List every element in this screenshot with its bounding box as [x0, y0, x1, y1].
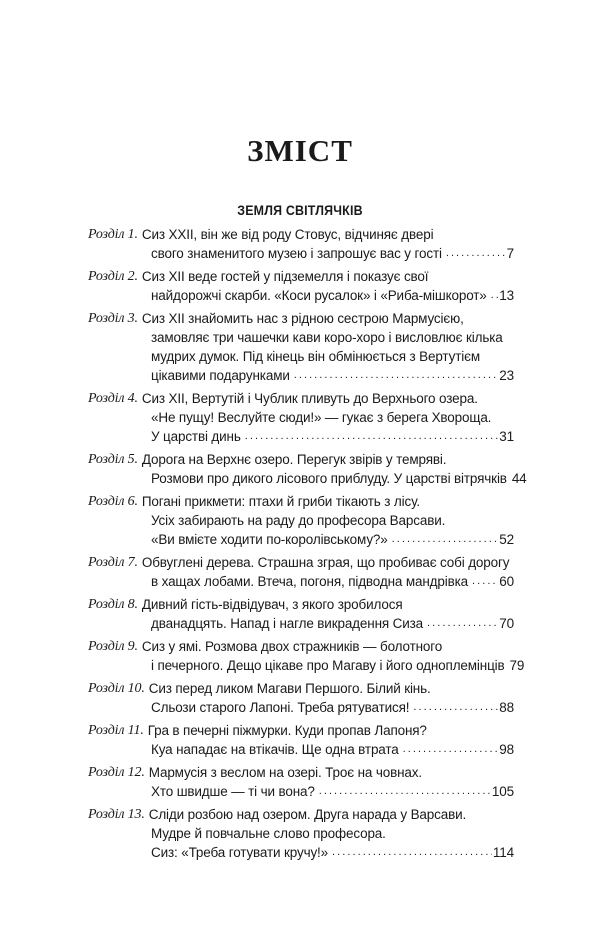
chapter-title-text: Гра в печерні піжмурки. Куди пропав Лапоня? [147, 723, 427, 738]
toc-entry-line [88, 328, 514, 347]
chapter-label: Розділ 1. [88, 227, 138, 242]
chapter-title-text: дванадцять. Напад і нагле викрадення Сиза [151, 616, 424, 631]
chapter-title-text: Сиз XII, Вертутій і Чублик пливуть до Верхнього озера. [141, 391, 478, 406]
dot-leader [446, 244, 506, 263]
dot-leader [245, 427, 499, 446]
chapter-title-text: У царстві динь [151, 429, 241, 444]
chapter-title-text: мудрих думок. Під кінець він обмінюється з Вертутієм [151, 349, 480, 364]
chapter-label: Розділ 13. [88, 807, 145, 822]
toc-entry-line [88, 721, 514, 740]
page-number: 7 [506, 246, 514, 261]
toc-entry [88, 492, 514, 549]
toc-entry-line [88, 511, 514, 530]
page-number: 70 [499, 616, 514, 631]
chapter-title-text: Розмови про дикого лісового приблуду. У царстві вітрячків [151, 471, 507, 486]
toc-entry-line [88, 824, 514, 843]
toc-entry [88, 595, 514, 633]
toc-entry [88, 553, 514, 591]
chapter-title-text: Сиз XII веде гостей у підземелля і показує свої [141, 269, 429, 284]
toc-entry [88, 763, 514, 801]
page-number: 114 [492, 845, 514, 860]
page-number: 88 [499, 700, 514, 715]
toc-entry-line [88, 763, 514, 782]
toc-entry [88, 309, 514, 385]
table-of-contents [88, 225, 527, 866]
chapter-label: Розділ 9. [88, 639, 138, 654]
chapter-title-text: Обвуглені дерева. Страшна зграя, що пробиває собі дорогу [141, 555, 510, 570]
dot-leader [413, 698, 498, 717]
chapter-title-text: Сиз XII знайомить нас з рідною сестрою Мармусією, [141, 311, 464, 326]
chapter-label: Розділ 4. [88, 391, 138, 406]
chapter-title-text: Сиз перед ликом Магави Першого. Білий кінь. [148, 681, 431, 696]
chapter-title-text: Хто швидше — ті чи вона? [151, 784, 315, 799]
chapter-title-text: Сиз: «Треба готувати кручу!» [151, 845, 329, 860]
toc-entry-line [88, 843, 514, 862]
toc-entry-line [88, 366, 514, 385]
toc-entry-line [88, 572, 514, 591]
page-number: 23 [499, 368, 514, 383]
toc-entry [88, 267, 514, 305]
toc-entry-line [88, 267, 514, 286]
toc-entry-line [88, 408, 514, 427]
toc-entry-line [88, 469, 527, 488]
section-heading: ЗЕМЛЯ СВІТЛЯЧКІВ [237, 203, 363, 218]
toc-entry-line [88, 225, 514, 244]
dot-leader [491, 286, 499, 305]
toc-entry-line [88, 614, 514, 633]
toc-entry [88, 637, 525, 675]
toc-entry-line [88, 389, 514, 408]
chapter-title-text: в хащах лобами. Втеча, погоня, підводна мандрівка [151, 574, 469, 589]
toc-entry-line [88, 698, 514, 717]
toc-entry-line [88, 637, 514, 656]
toc-entry-line [88, 492, 514, 511]
toc-entry-line [88, 347, 514, 366]
chapter-title-text: Куа нападає на втікачів. Ще одна втрата [151, 742, 399, 757]
dot-leader [332, 843, 492, 862]
dot-leader [472, 572, 498, 591]
page-title: ЗМІСТ [247, 133, 353, 168]
toc-entry [88, 450, 527, 488]
toc-entry-line [88, 309, 514, 328]
toc-entry-line [88, 679, 514, 698]
page-number: 105 [491, 784, 514, 799]
chapter-title-text: Сиз XXII, він же від роду Стовус, відчиняє двері [141, 227, 434, 242]
dot-leader [392, 530, 499, 549]
page-number: 79 [509, 658, 525, 673]
chapter-label: Розділ 7. [88, 555, 138, 570]
chapter-label: Розділ 2. [88, 269, 138, 284]
page-number: 52 [499, 532, 514, 547]
chapter-title-text: Сльози старого Лапоні. Треба рятуватися! [151, 700, 410, 715]
chapter-title-text: цікавими подарунками [151, 368, 290, 383]
chapter-title-text: «Не пущу! Веслуйте сюди!» — гукає з берега Хвороща. [151, 410, 492, 425]
page-number: 44 [511, 471, 527, 486]
dot-leader [319, 782, 491, 801]
chapter-title-text: свого знаменитого музею і запрошує вас у гості [151, 246, 442, 261]
chapter-label: Розділ 10. [88, 681, 145, 696]
toc-entry-line [88, 782, 514, 801]
page-number: 98 [499, 742, 514, 757]
chapter-title-text: Дорога на Верхнє озеро. Перегук звірів у темряві. [141, 452, 447, 467]
dot-leader [403, 740, 499, 759]
chapter-label: Розділ 11. [88, 723, 144, 738]
toc-entry-line [88, 740, 514, 759]
dot-leader [427, 614, 498, 633]
chapter-title-text: Сліди розбою над озером. Друга нарада у Варсави. [148, 807, 467, 822]
toc-entry-line [88, 286, 514, 305]
chapter-title-text: «Ви вмієте ходити по-королівському?» [151, 532, 388, 547]
chapter-label: Розділ 6. [88, 494, 138, 509]
chapter-title-text: Дивний гість-відвідувач, з якого зробилося [141, 597, 403, 612]
page-number: 60 [499, 574, 514, 589]
toc-entry-line [88, 450, 514, 469]
chapter-label: Розділ 5. [88, 452, 138, 467]
toc-entry [88, 225, 514, 263]
toc-entry-line [88, 244, 514, 263]
toc-entry [88, 679, 514, 717]
toc-entry-line [88, 530, 514, 549]
toc-entry-line [88, 427, 514, 446]
toc-entry-line [88, 805, 514, 824]
chapter-title-text: замовляє три чашечки кави коро-хоро і висловлює кілька [151, 330, 503, 345]
toc-entry [88, 721, 514, 759]
page-number: 31 [499, 429, 514, 444]
dot-leader [294, 366, 499, 385]
chapter-title-text: Погані прикмети: птахи й гриби тікають з лісу. [141, 494, 420, 509]
chapter-title-text: і печерного. Дещо цікаве про Магаву і його одноплемінців [151, 658, 505, 673]
chapter-label: Розділ 3. [88, 311, 138, 326]
chapter-title-text: Усіх забирають на раду до професора Варсави. [151, 513, 446, 528]
chapter-title-text: Мудре й повчальне слово професора. [151, 826, 386, 841]
toc-entry [88, 389, 514, 446]
toc-entry-line [88, 656, 525, 675]
chapter-title-text: найдорожчі скарби. «Коси русалок» і «Риба-мішкорот» [151, 288, 487, 303]
toc-entry [88, 805, 514, 862]
chapter-title-text: Сиз у ямі. Розмова двох стражників — болотного [141, 639, 443, 654]
chapter-title-text: Мармусія з веслом на озері. Троє на човнах. [148, 765, 422, 780]
toc-entry-line [88, 595, 514, 614]
page-number: 13 [499, 288, 514, 303]
toc-entry-line [88, 553, 514, 572]
chapter-label: Розділ 12. [88, 765, 145, 780]
chapter-label: Розділ 8. [88, 597, 138, 612]
